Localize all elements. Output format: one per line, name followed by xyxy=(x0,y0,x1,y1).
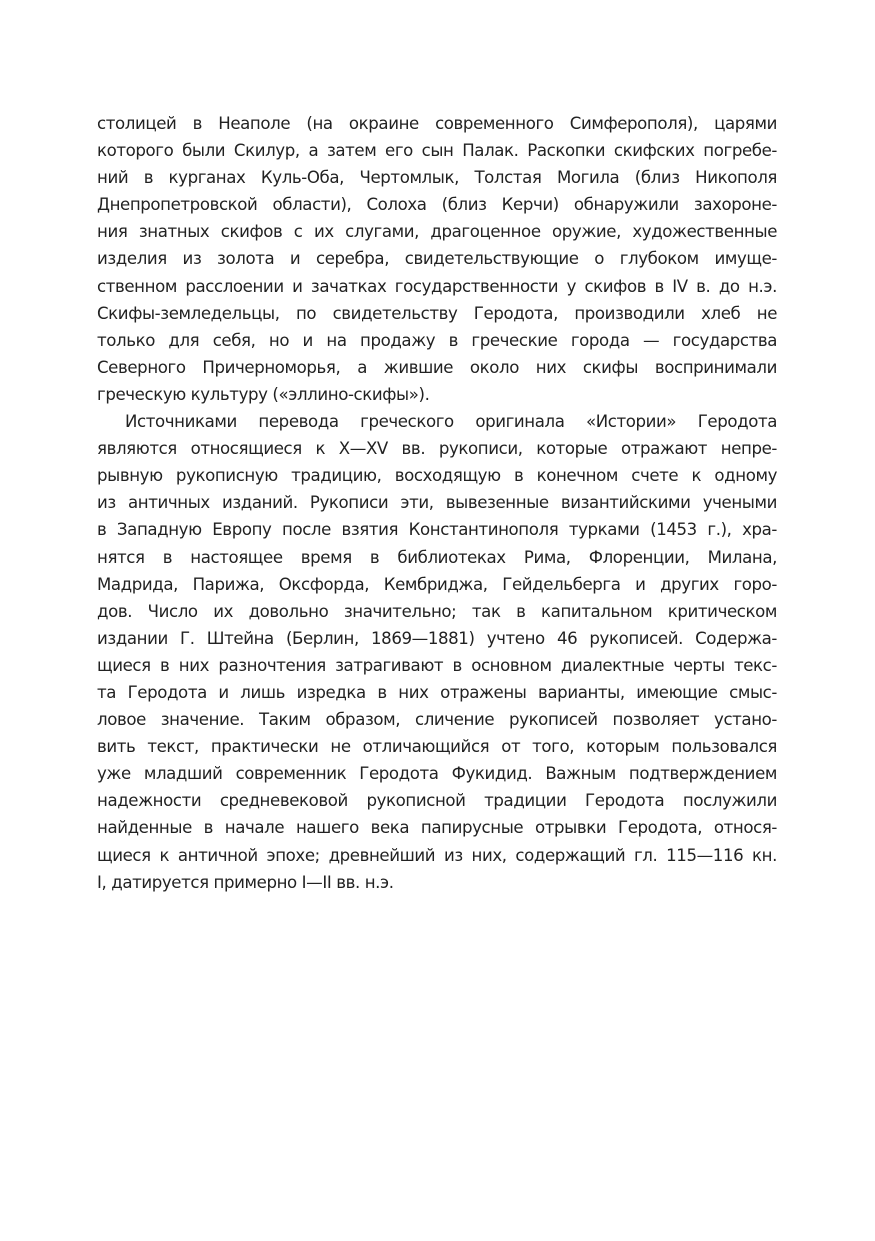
text-line: Скифы-земледельцы, по свидетельству Геродота, производили хлеб не xyxy=(97,303,777,323)
text-line: из античных изданий. Рукописи эти, вывезенные византийскими учеными xyxy=(97,493,777,513)
text-line: являются относящиеся к X—XV вв. рукописи, которые отражают непре- xyxy=(97,439,777,459)
text-line: дов. Число их довольно значительно; так в капитальном критическом xyxy=(97,601,777,621)
text-line: Днепропетровской области), Солоха (близ Керчи) обнаружили захороне- xyxy=(97,195,777,215)
text-line: столицей в Неаполе (на окраине современного Симферополя), царями xyxy=(97,114,777,133)
text-line: ния знатных скифов с их слугами, драгоценное оружие, художественные xyxy=(97,222,777,242)
text-line: греческую культуру («эллино-скифы»). xyxy=(97,384,430,404)
text-line: Источниками перевода греческого оригинала «Истории» Геродота xyxy=(125,412,777,432)
body-text xyxy=(97,110,777,896)
text-line: ственном расслоении и зачатках государственности у скифов в IV в. до н.э. xyxy=(97,276,777,296)
text-line: в Западную Европу после взятия Константинополя турками (1453 г.), хра- xyxy=(97,520,777,540)
text-line: та Геродота и лишь изредка в них отражены варианты, имеющие смыс- xyxy=(97,682,777,702)
text-line: вить текст, практически не отличающийся от того, которым пользовался xyxy=(97,737,777,757)
text-line: надежности средневековой рукописной традиции Геродота послужили xyxy=(97,791,777,811)
text-line: ний в курганах Куль-Оба, Чертомлык, Толстая Могила (близ Никополя xyxy=(97,168,777,188)
text-line: которого были Скилур, а затем его сын Палак. Раскопки скифских погребе- xyxy=(97,141,777,161)
text-line: издании Г. Штейна (Берлин, 1869—1881) учтено 46 рукописей. Содержа- xyxy=(97,628,777,648)
text-line: рывную рукописную традицию, восходящую в конечном счете к одному xyxy=(97,466,777,486)
text-line: изделия из золота и серебра, свидетельствующие о глубоком имуще- xyxy=(97,249,777,269)
text-line: уже младший современник Геродота Фукидид. Важным подтверждением xyxy=(97,764,777,784)
text-line: щиеся к античной эпохе; древнейший из них, содержащий гл. 115—116 кн. xyxy=(97,845,777,865)
text-line: найденные в начале нашего века папирусные отрывки Геродота, относя- xyxy=(97,818,777,838)
text-line: I, датируется примерно I—II вв. н.э. xyxy=(97,872,394,892)
text-line: ловое значение. Таким образом, сличение рукописей позволяет устано- xyxy=(97,710,777,730)
text-line: щиеся в них разночтения затрагивают в основном диалектные черты текс- xyxy=(97,655,777,675)
text-line: нятся в настоящее время в библиотеках Рима, Флоренции, Милана, xyxy=(97,547,777,567)
text-line: Северного Причерноморья, а жившие около них скифы воспринимали xyxy=(97,357,777,377)
text-line: Мадрида, Парижа, Оксфорда, Кембриджа, Гейдельберга и других горо- xyxy=(97,574,777,594)
text-line: только для себя, но и на продажу в греческие города — государства xyxy=(97,330,777,350)
